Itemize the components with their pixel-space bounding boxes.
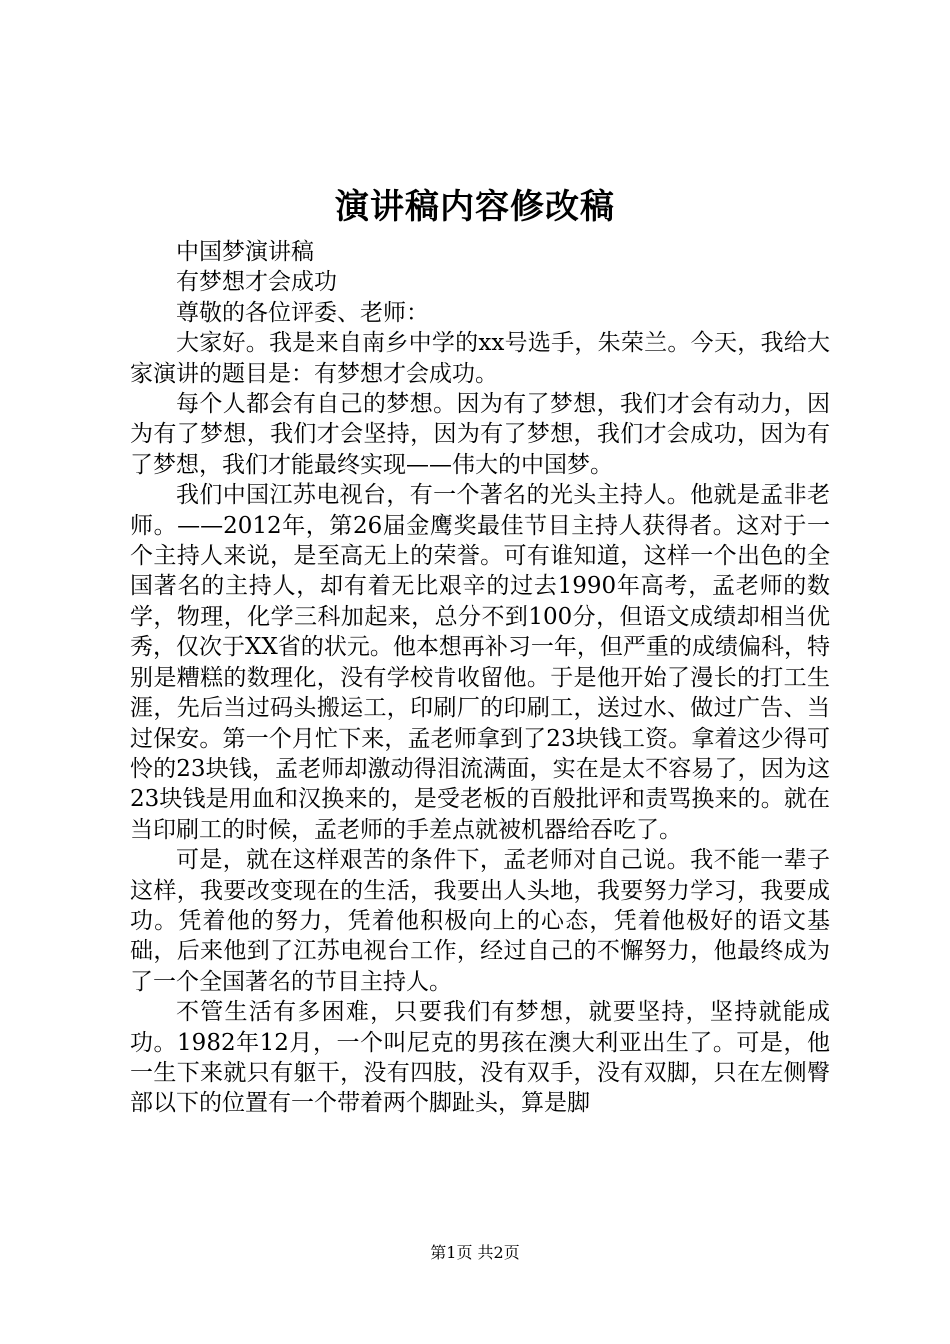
paragraph: 中国梦演讲稿 bbox=[176, 239, 314, 265]
paragraph: 有梦想才会成功 bbox=[176, 269, 337, 296]
paragraph: 尊敬的各位评委、老师： bbox=[176, 299, 429, 326]
page-footer: 第1页 共2页 bbox=[430, 1243, 520, 1262]
document-title: 演讲稿内容修改稿 bbox=[335, 187, 615, 227]
paragraph: 我们中国江苏电视台，有一个著名的光头主持人。他就是孟非老师。——2012年，第26届金鹰奖最佳节目主持人获得者。这对于一个主持人来说，是至高无上的荣誉。可有谁知道，这样一个出色的全国著名的主持人，却有着无比艰辛的过去1990年高考，孟老师的数学，物理，化学三科加起来，总分不到100分，但语文成绩却相当优秀，仅次于XX省的状元。他本想再补习一年，但严重的成绩偏科，特别是糟糕的数理化，没有学校肯收留他。于是他开始了漫长的打工生涯，先后当过码头搬运工，印刷厂的印刷工，送过水、做过广告、当过保安。第一个月忙下来，孟老师拿到了23块钱工资。拿着这少得可怜的23块钱，孟老师却激动得泪流满面，实在是太不容易了，因为这23块钱是用血和汉换来的，是受老板的百般批评和责骂换来的。就在当印刷工的时候，孟老师的手差点就被机器给吞吃了。 bbox=[130, 482, 830, 843]
document-body bbox=[130, 237, 830, 1119]
paragraph: 不管生活有多困难，只要我们有梦想，就要坚持，坚持就能成功。1982年12月，一个叫尼克的男孩在澳大利亚出生了。可是，他一生下来就只有躯干，没有四肢，没有双手，没有双脚，只在左侧臀部以下的位置有一个带着两个脚趾头，算是脚 bbox=[130, 999, 830, 1117]
paragraph: 每个人都会有自己的梦想。因为有了梦想，我们才会有动力，因为有了梦想，我们才会坚持，因为有了梦想，我们才会成功，因为有了梦想，我们才能最终实现——伟大的中国梦。 bbox=[130, 391, 830, 478]
paragraph: 大家好。我是来自南乡中学的xx号选手，朱荣兰。今天，我给大家演讲的题目是：有梦想才会成功。 bbox=[130, 330, 830, 387]
paragraph: 可是，就在这样艰苦的条件下，孟老师对自己说。我不能一辈子这样，我要改变现在的生活，我要出人头地，我要努力学习，我要成功。凭着他的努力，凭着他积极向上的心态，凭着他极好的语文基础，后来他到了江苏电视台工作，经过自己的不懈努力，他最终成为了一个全国著名的节目主持人。 bbox=[130, 847, 830, 995]
